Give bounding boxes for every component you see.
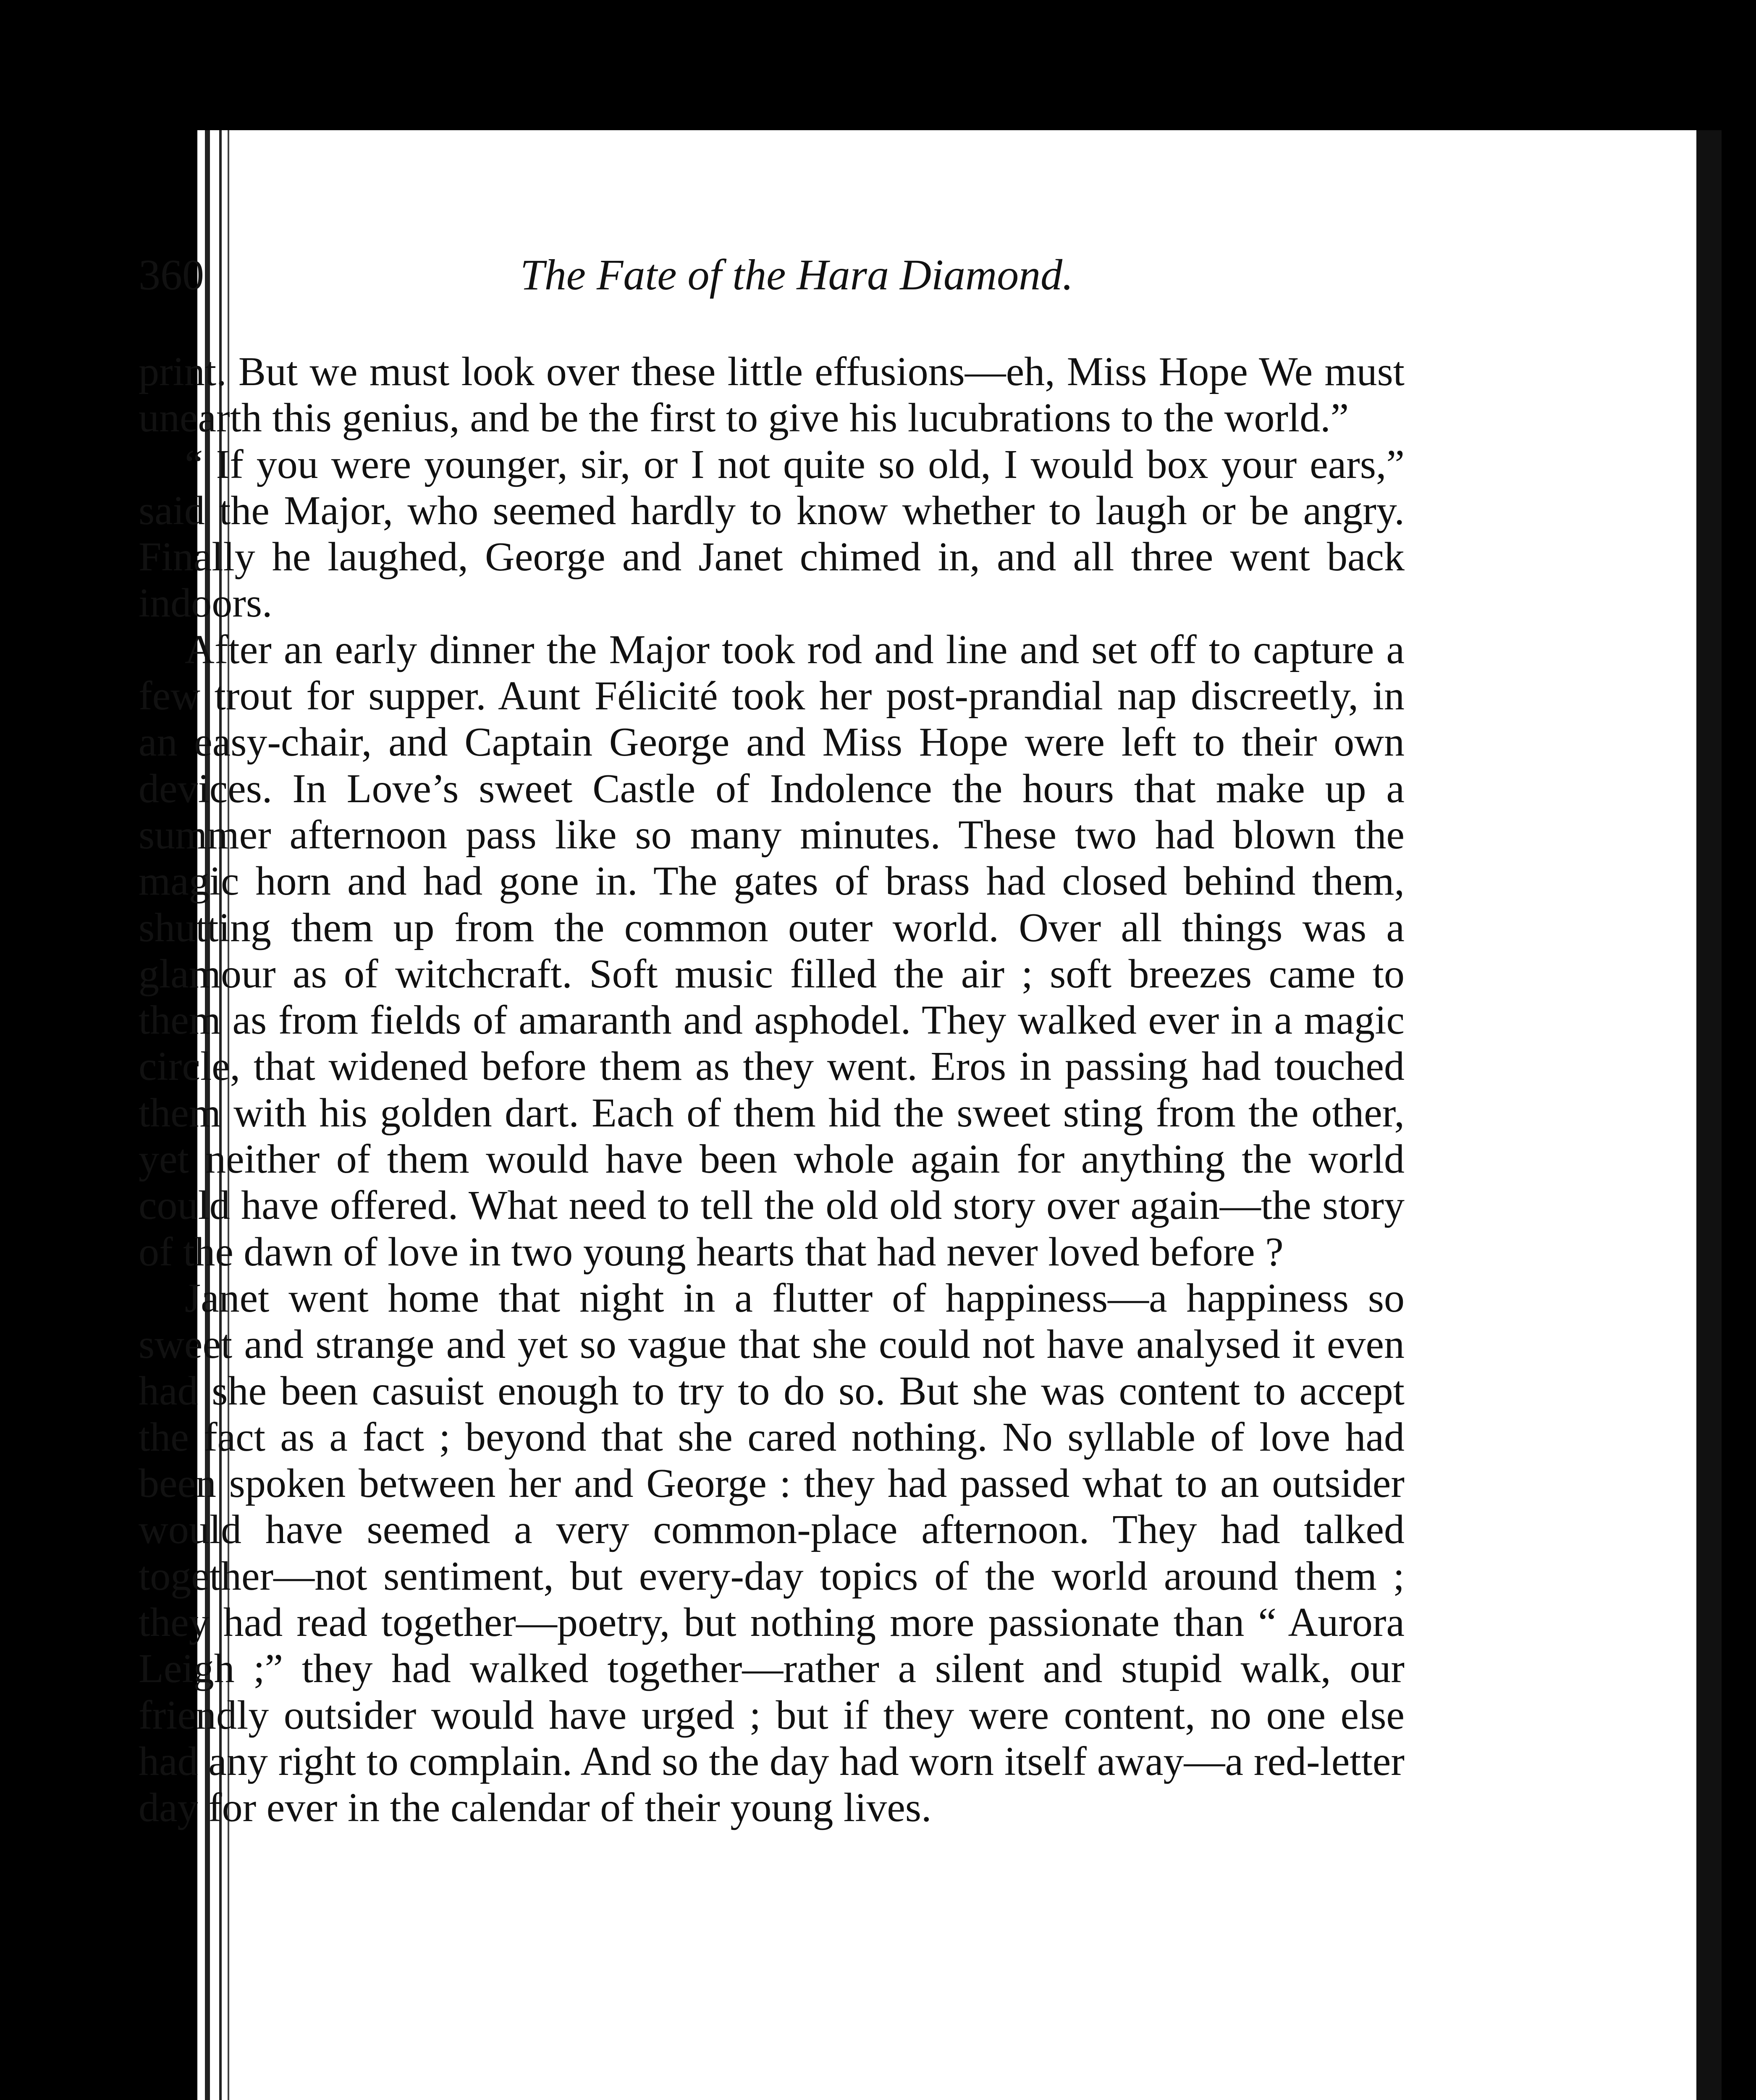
- paragraph: Janet went home that night in a flutter of happiness—a happiness so sweet and strange and yet so vague that she could not have analysed it even had she been casuist enough to try to do so. But she was content to accept the fact as a fact ; beyond that she cared nothing. No syllable of love had been spoken between her and George : they had passed what to an outsider would have seemed a very common-place afternoon. They had talked together—not sentiment, but every-day topics of the world around them ; they had read together—poetry, but nothing more passionate than “ Aurora Leigh ;” they had walked together—rather a silent and stupid walk, our friendly outsider would have urged ; but if they were content, no one else had any right to complain. And so the day had worn itself away—a red-letter day for ever in the calendar of their young lives.: [139, 1275, 1405, 1831]
- paragraph: After an early dinner the Major took rod and line and set off to capture a few trout for supper. Aunt Félicité took her post-prandial nap discreetly, in an easy-chair, and Captain George and Miss Hope were left to their own devices. In Love’s sweet Castle of Indolence the hours that make up a summer afternoon pass like so many minutes. These two had blown the magic horn and had gone in. The gates of brass had closed behind them, shutting them up from the common outer world. Over all things was a glamour as of witchcraft. Soft music filled the air ; soft breezes came to them as from fields of amaranth and asphodel. They walked ever in a magic circle, that widened before them as they went. Eros in passing had touched them with his golden dart. Each of them hid the sweet sting from the other, yet neither of them would have been whole again for anything the world could have offered. What need to tell the old old story over again—the story of the dawn of love in two young hearts that had never loved before ?: [139, 627, 1405, 1275]
- running-title: The Fate of the Hara Diamond.: [520, 251, 1074, 299]
- next-page-edge: [1696, 130, 1722, 2100]
- page-number: 360: [139, 251, 204, 299]
- body-text: [139, 349, 1405, 1831]
- page-header: [139, 250, 1405, 313]
- paragraph: “ If you were younger, sir, or I not quite so old, I would box your ears,” said the Major, who seemed hardly to know whether to laugh or be angry. Finally he laughed, George and Janet chimed in, and all three went back indoors.: [139, 441, 1405, 626]
- paragraph: print. But we must look over these little effusions—eh, Miss Hope We must unearth this genius, and be the first to give his lucubrations to the world.”: [139, 349, 1405, 441]
